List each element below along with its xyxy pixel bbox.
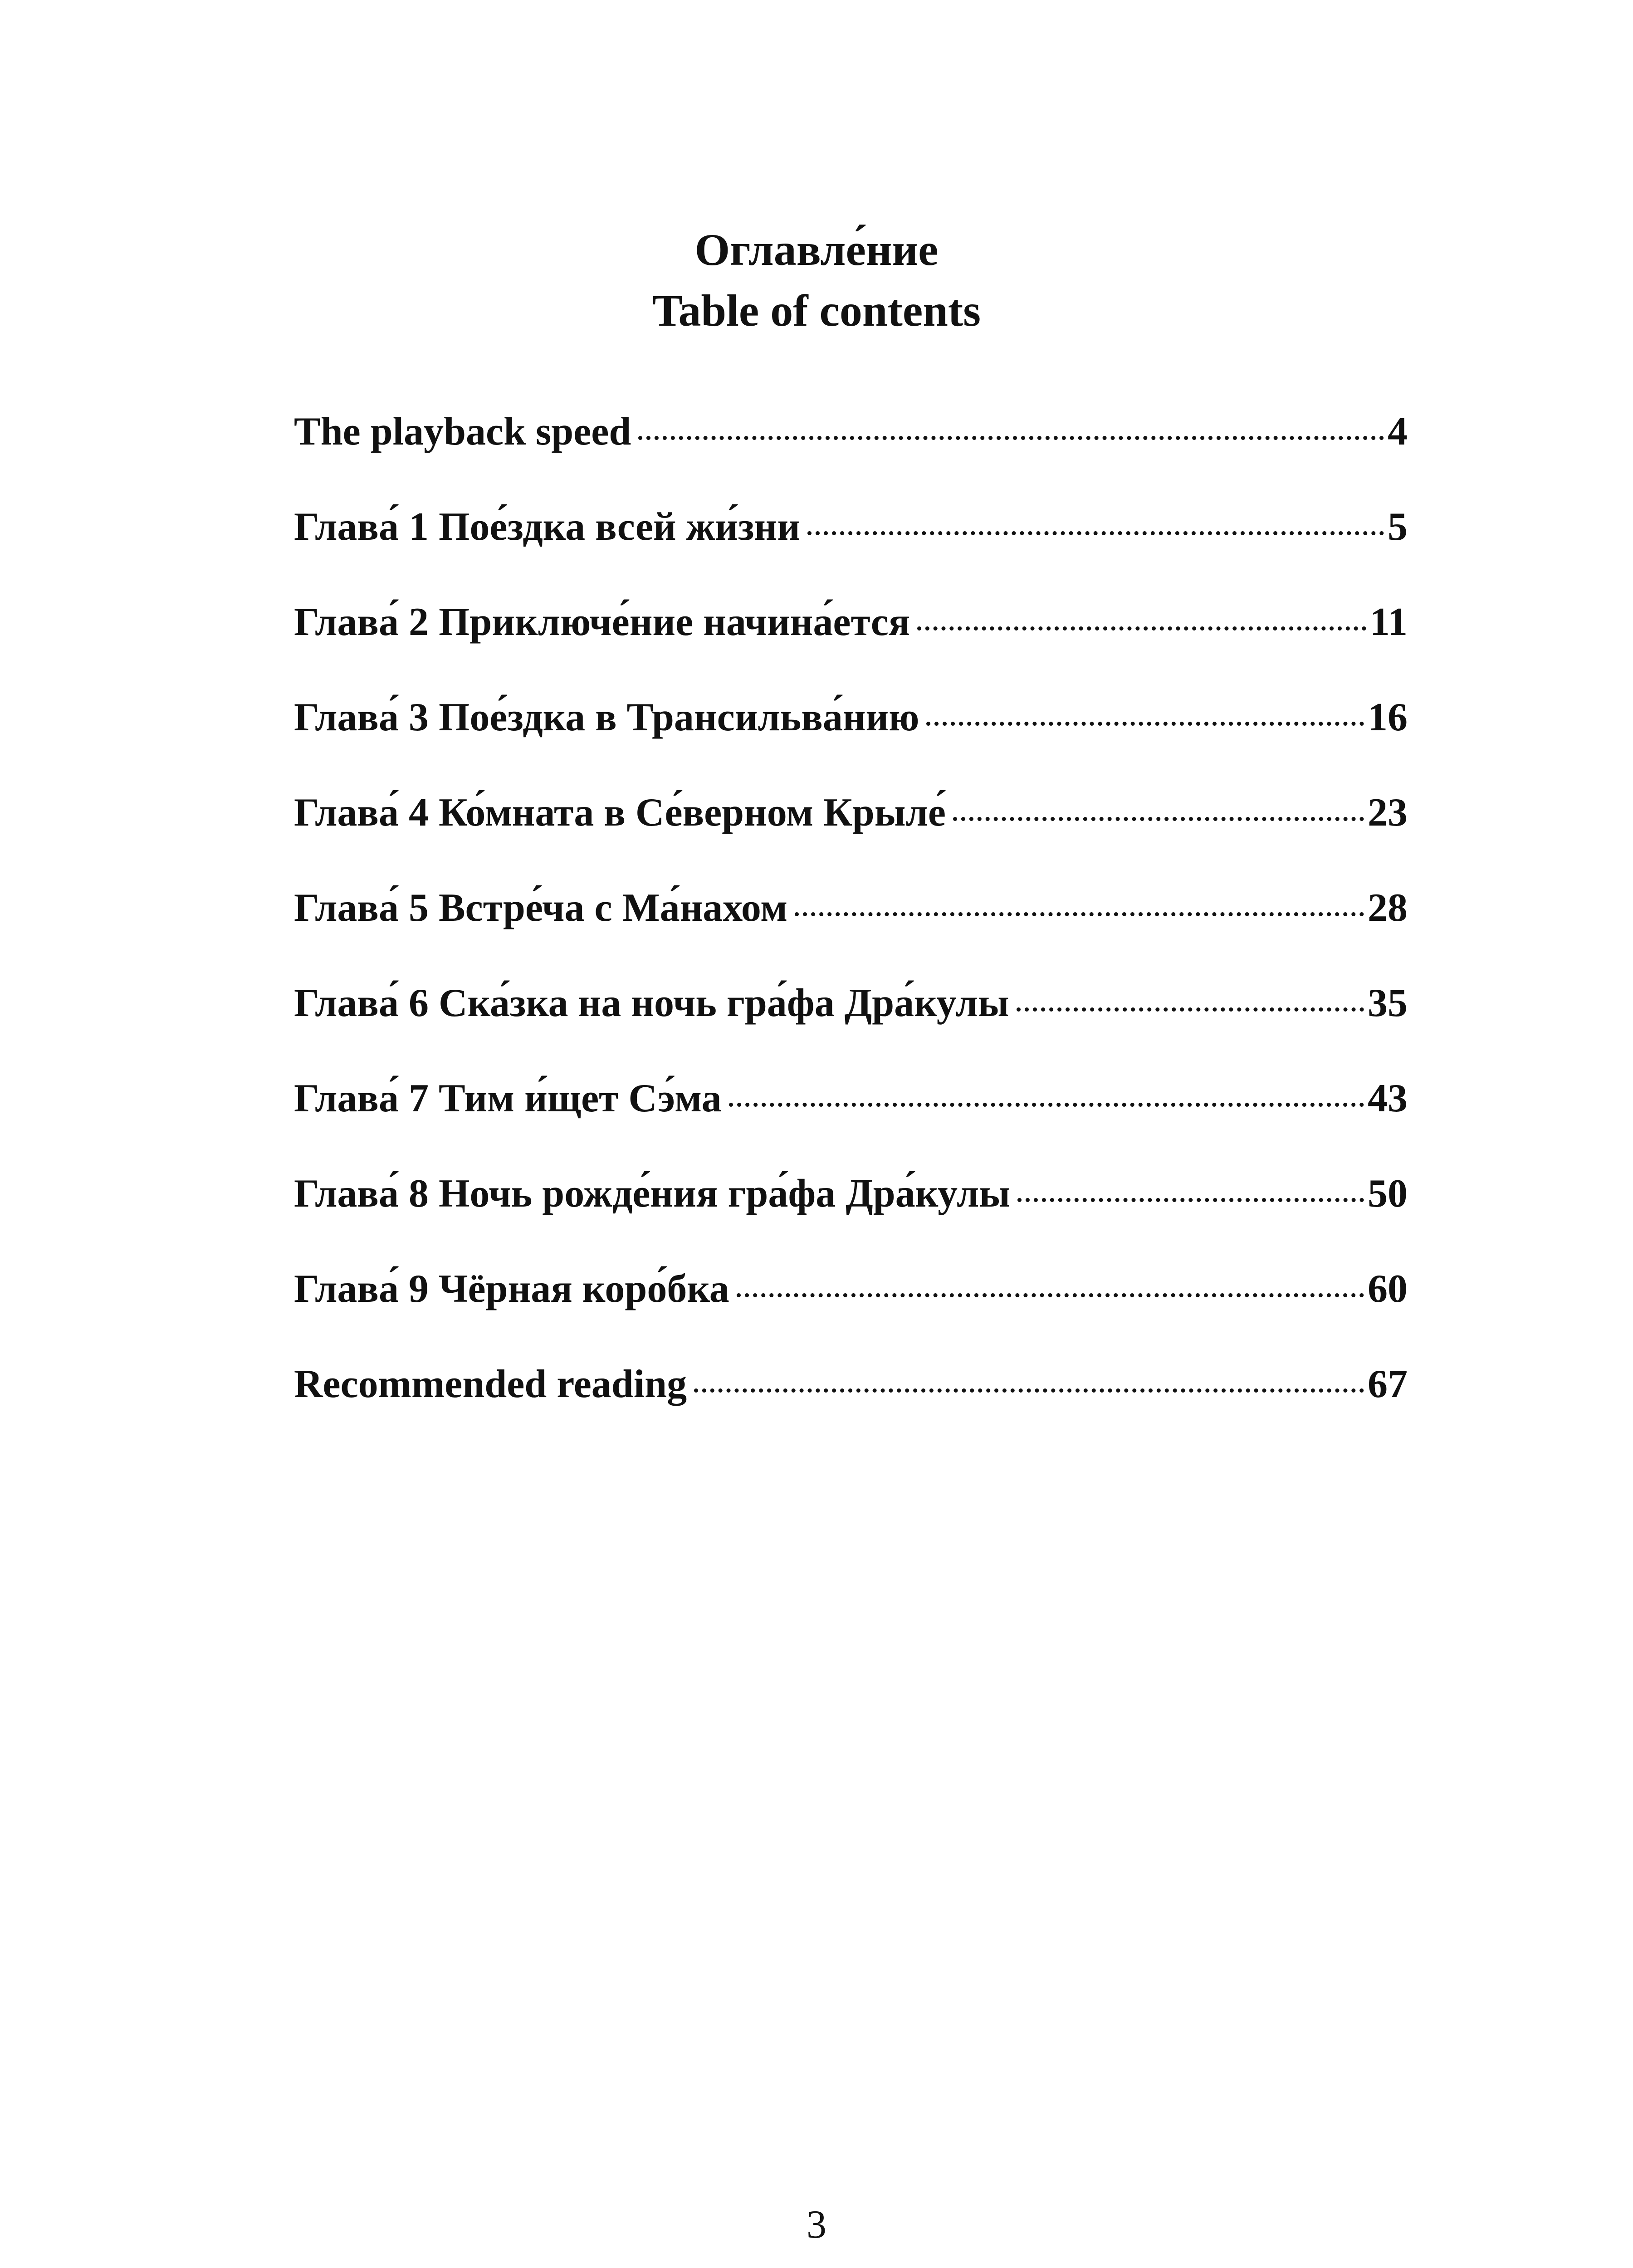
dot-leader — [953, 817, 1364, 821]
toc-entry-page-number: 16 — [1368, 695, 1408, 739]
page-title-english: Table of contents — [652, 285, 981, 336]
toc-entry-title: Глава́ 8 Ночь рожде́ния гра́фа Дра́кулы — [294, 1172, 1011, 1216]
dot-leader — [1017, 1198, 1364, 1202]
toc-entry-title: Глава́ 7 Тим и́щет Сэ́ма — [294, 1076, 722, 1120]
toc-entry-recommended-reading[interactable] — [294, 1353, 1408, 1448]
toc-entry-page-number: 43 — [1368, 1076, 1408, 1120]
page-title-russian: Оглавле́ние — [694, 225, 939, 275]
toc-entry-chapter-1[interactable] — [294, 495, 1408, 591]
toc-entry-page-number: 23 — [1368, 791, 1408, 835]
dot-leader — [917, 626, 1366, 631]
toc-entry-chapter-8[interactable] — [294, 1162, 1408, 1257]
dot-leader — [926, 722, 1364, 726]
toc-entry-title: Глава́ 6 Ска́зка на ночь гра́фа Дра́кулы — [294, 981, 1009, 1025]
dot-leader — [729, 1103, 1364, 1107]
toc-entry-page-number: 28 — [1368, 886, 1408, 930]
table-of-contents — [294, 400, 1408, 1448]
toc-entry-chapter-5[interactable] — [294, 876, 1408, 972]
toc-entry-title: Глава́ 5 Встре́ча с Ма́нахом — [294, 886, 788, 930]
dot-leader — [638, 436, 1384, 440]
toc-entry-title: Глава́ 2 Приключе́ние начина́ется — [294, 600, 910, 644]
toc-entry-title: Глава́ 3 Пое́здка в Трансильва́нию — [294, 695, 919, 739]
dot-leader — [795, 912, 1364, 916]
toc-entry-page-number: 50 — [1368, 1172, 1408, 1216]
toc-entry-chapter-7[interactable] — [294, 1067, 1408, 1162]
toc-entry-chapter-9[interactable] — [294, 1257, 1408, 1353]
toc-entry-page-number: 5 — [1388, 505, 1408, 549]
dot-leader — [737, 1293, 1364, 1297]
toc-entry-title: Глава́ 4 Ко́мната в Се́верном Крыле́ — [294, 791, 946, 835]
toc-entry-title: The playback speed — [294, 410, 631, 454]
page-number: 3 — [807, 2203, 826, 2247]
toc-entry-page-number: 67 — [1368, 1362, 1408, 1406]
toc-entry-page-number: 35 — [1368, 981, 1408, 1025]
dot-leader — [1017, 1007, 1364, 1012]
toc-entry-page-number: 11 — [1369, 600, 1408, 644]
bat-icon — [767, 2266, 939, 2268]
toc-entry-title: Глава́ 1 Пое́здка всей жи́зни — [294, 505, 800, 549]
toc-entry-page-number: 4 — [1388, 410, 1408, 454]
toc-entry-chapter-4[interactable] — [294, 781, 1408, 876]
dot-leader — [694, 1388, 1364, 1393]
toc-entry-chapter-2[interactable] — [294, 591, 1408, 686]
toc-entry-page-number: 60 — [1368, 1267, 1408, 1311]
dot-leader — [807, 531, 1384, 535]
toc-entry-chapter-3[interactable] — [294, 686, 1408, 781]
toc-entry-title: Recommended reading — [294, 1362, 687, 1406]
toc-entry-playback-speed[interactable] — [294, 400, 1408, 495]
toc-entry-title: Глава́ 9 Чёрная коро́бка — [294, 1267, 729, 1311]
toc-entry-chapter-6[interactable] — [294, 972, 1408, 1067]
